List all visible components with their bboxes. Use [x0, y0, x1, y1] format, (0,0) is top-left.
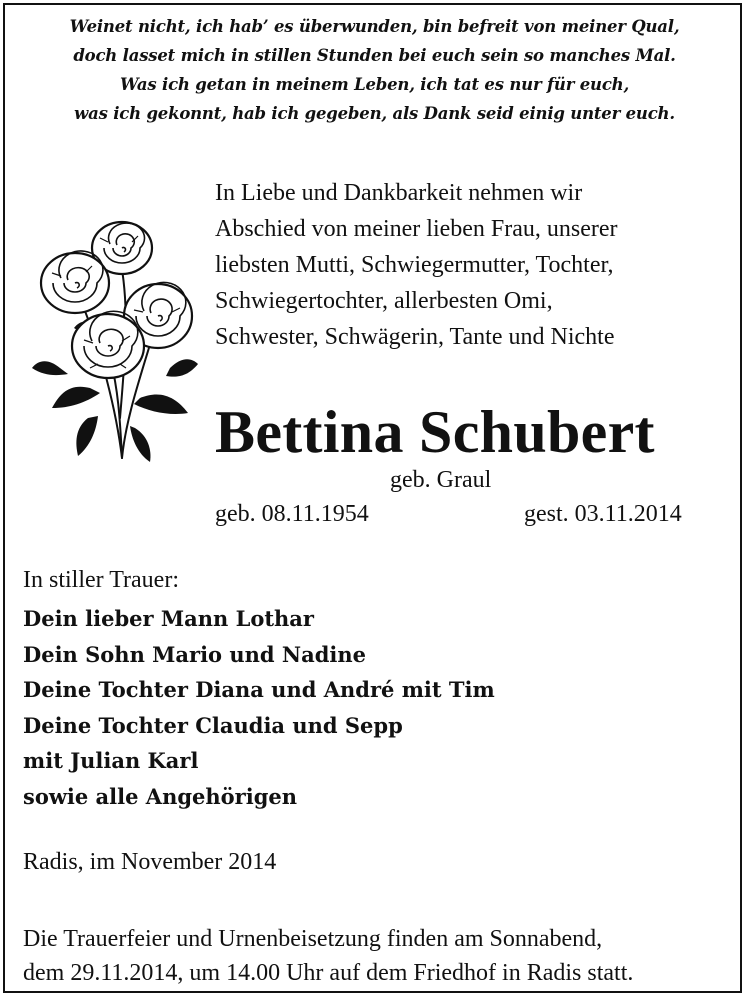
service-line: Die Trauerfeier und Urnenbeisetzung finden am Sonnabend,: [23, 926, 603, 952]
intro-line: In Liebe und Dankbarkeit nehmen wir: [215, 180, 583, 206]
intro-line: Schwiegertochter, allerbesten Omi,: [215, 288, 553, 314]
intro-line: Abschied von meiner lieben Frau, unserer: [215, 216, 618, 242]
intro-text: [215, 175, 735, 355]
poem-line: Weinet nicht, ich hab’ es überwunden, bin befreit von meiner Qual,: [69, 17, 680, 36]
obituary-frame: [3, 3, 742, 993]
mourner-item: Dein lieber Mann Lothar: [23, 606, 314, 631]
death-date: gest. 03.11.2014: [524, 501, 682, 527]
mourner-item: Deine Tochter Claudia und Sepp: [23, 712, 403, 738]
poem-line: was ich gekonnt, hab ich gegeben, als Dank seid einig unter euch.: [74, 104, 675, 123]
place-date: Radis, im November 2014: [23, 849, 277, 875]
maiden-name: geb. Graul: [390, 467, 492, 493]
mourner-item: Dein Sohn Mario und Nadine: [23, 641, 366, 667]
intro-line: Schwester, Schwägerin, Tante und Nichte: [215, 324, 615, 350]
mourning-heading: In stiller Trauer:: [23, 567, 179, 593]
mourner-item: mit Julian Karl: [23, 748, 199, 773]
mourner-item: sowie alle Angehörigen: [23, 783, 298, 809]
poem-line: doch lasset mich in stillen Stunden bei euch sein so manches Mal.: [73, 46, 676, 65]
mourner-item: Deine Tochter Diana und André mit Tim: [23, 677, 495, 702]
poem-line: Was ich getan in meinem Leben, ich tat es nur für euch,: [119, 75, 630, 94]
intro-line: liebsten Mutti, Schwiegermutter, Tochter,: [215, 252, 614, 278]
service-info: [23, 922, 728, 990]
service-line: dem 29.11.2014, um 14.00 Uhr auf dem Friedhof in Radis statt.: [23, 960, 634, 986]
mourners-list: [23, 601, 723, 814]
poem: [14, 12, 735, 128]
deceased-name: Bettina Schubert: [215, 399, 655, 465]
roses-icon: [30, 218, 200, 463]
birth-date: geb. 08.11.1954: [215, 501, 369, 527]
